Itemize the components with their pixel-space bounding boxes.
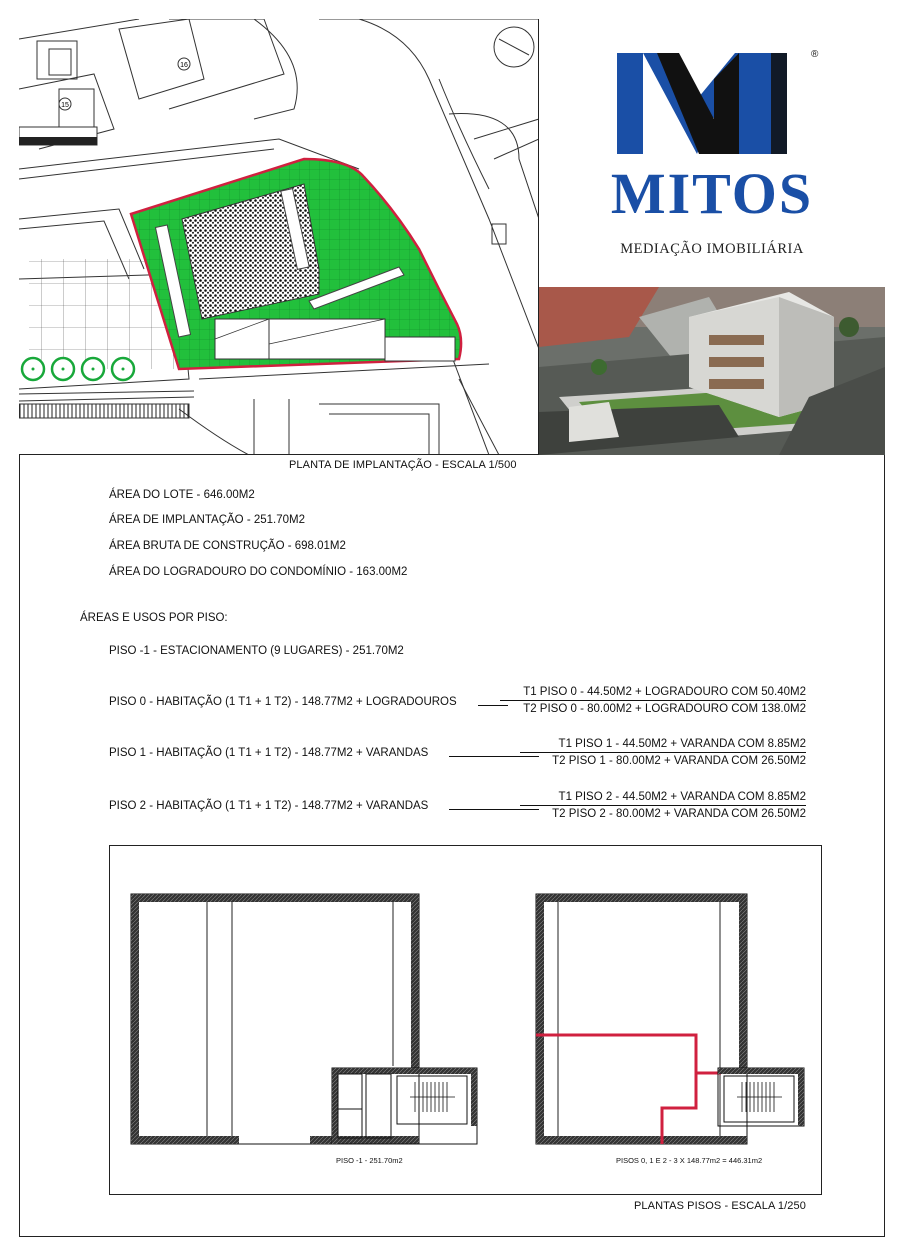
floor-0-t1: T1 PISO 0 - 44.50M2 + LOGRADOURO COM 50.40M2 — [500, 686, 806, 701]
floor-plans-svg — [110, 846, 823, 1196]
floor-2-t1: T1 PISO 2 - 44.50M2 + VARANDA COM 8.85M2 — [520, 791, 806, 806]
floor-0-breakdown — [500, 686, 806, 715]
area-logradouro-condominio: ÁREA DO LOGRADOURO DO CONDOMÍNIO - 163.00M2 — [109, 566, 408, 578]
floor-0-t2: T2 PISO 0 - 80.00M2 + LOGRADOURO COM 138.0M2 — [523, 703, 806, 715]
floor-plans-title: PLANTAS PISOS - ESCALA 1/250 — [634, 1200, 806, 1212]
floor-minus1-caption: PISO -1 - 251.70m2 — [336, 1156, 403, 1165]
floor-0-usage: PISO 0 - HABITAÇÃO (1 T1 + 1 T2) - 148.77M2 + LOGRADOUROS — [109, 696, 457, 708]
plot-number-16: 16 — [180, 62, 188, 69]
floors-0-2-caption: PISOS 0, 1 E 2 - 3 X 148.77m2 = 446.31m2 — [616, 1156, 763, 1165]
floor-1-t1: T1 PISO 1 - 44.50M2 + VARANDA COM 8.85M2 — [520, 738, 806, 753]
area-lote: ÁREA DO LOTE - 646.00M2 — [109, 489, 255, 501]
registered-mark: ® — [811, 49, 819, 60]
brand-tagline: MEDIAÇÃO IMOBILIÁRIA — [620, 241, 804, 257]
site-plan-drawing — [19, 19, 539, 455]
floor-plans-frame — [109, 845, 822, 1195]
plot-number-15: 15 — [61, 102, 69, 109]
floor-2-usage: PISO 2 - HABITAÇÃO (1 T1 + 1 T2) - 148.77M2 + VARANDAS — [109, 800, 429, 812]
area-bruta-construcao: ÁREA BRUTA DE CONSTRUÇÃO - 698.01M2 — [109, 540, 346, 552]
floor-minus1-plan — [131, 894, 477, 1144]
brand-name: MITOS — [610, 161, 814, 226]
floor-2-breakdown — [520, 791, 806, 820]
site-plan-caption: PLANTA DE IMPLANTAÇÃO - ESCALA 1/500 — [289, 459, 517, 471]
floors-0-2-plan — [536, 894, 804, 1144]
brand-logo-area — [539, 19, 885, 287]
usage-heading: ÁREAS E USOS POR PISO: — [80, 612, 228, 624]
floor-1-breakdown — [520, 738, 806, 767]
area-implantacao: ÁREA DE IMPLANTAÇÃO - 251.70M2 — [109, 514, 305, 526]
floor-1-usage: PISO 1 - HABITAÇÃO (1 T1 + 1 T2) - 148.77M2 + VARANDAS — [109, 747, 429, 759]
site-plan-svg — [19, 19, 539, 455]
floor-minus1-usage: PISO -1 - ESTACIONAMENTO (9 LUGARES) - 251.70M2 — [109, 645, 404, 657]
floor-2-t2: T2 PISO 2 - 80.00M2 + VARANDA COM 26.50M2 — [552, 808, 806, 820]
floor-1-t2: T2 PISO 1 - 80.00M2 + VARANDA COM 26.50M2 — [552, 755, 806, 767]
building-render-image — [539, 287, 885, 455]
